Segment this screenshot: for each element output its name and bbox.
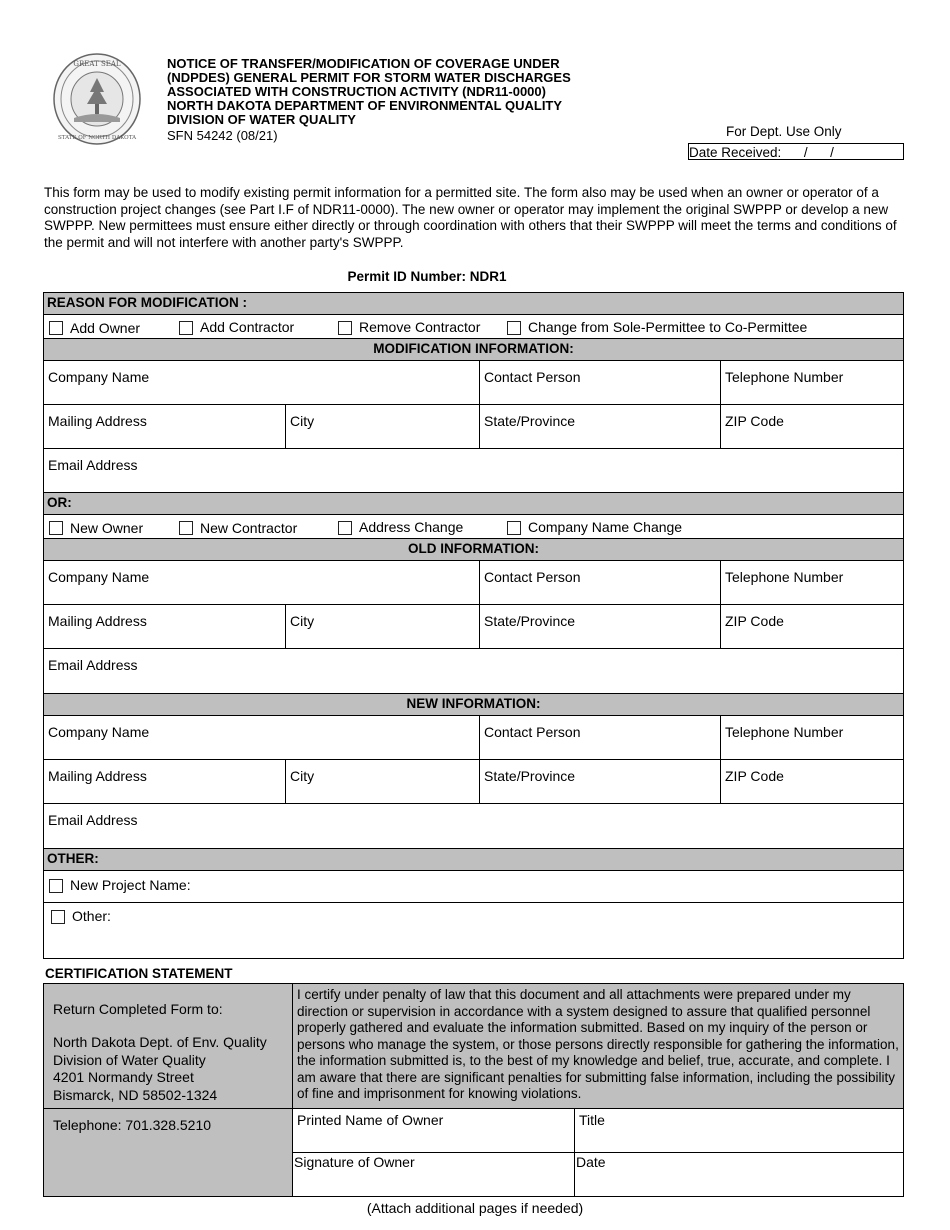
- field-label: Contact Person: [484, 569, 581, 585]
- field-label: Company Name: [48, 369, 150, 385]
- state-seal-logo: [52, 52, 142, 146]
- new-contractor-checkbox[interactable]: [179, 521, 193, 535]
- field-label: Printed Name of Owner: [297, 1112, 444, 1128]
- field-label: Email Address: [48, 657, 138, 673]
- address-line: Division of Water Quality: [53, 1051, 206, 1068]
- new-info-heading: NEW INFORMATION:: [43, 693, 904, 716]
- old-mailing-address-field[interactable]: [43, 604, 286, 649]
- title-line: NORTH DAKOTA DEPARTMENT OF ENVIRONMENTAL QUALITY: [167, 98, 563, 113]
- change-permittee-checkbox[interactable]: [507, 321, 521, 335]
- new-owner-checkbox[interactable]: [49, 521, 63, 535]
- field-label: City: [290, 768, 315, 784]
- modification-heading: MODIFICATION INFORMATION:: [43, 338, 904, 361]
- field-label: Date: [576, 1154, 606, 1170]
- address-line: 4201 Normandy Street: [53, 1069, 194, 1085]
- form-title: [167, 57, 571, 127]
- permit-id-label: [0, 269, 950, 284]
- certification-text: I certify under penalty of law that this document and all attachments were prepared under my direction or supervision in accordance with a system designed to assure that qualified personnel properly gathered and evaluate the information submitted. Based on my inquiry of the person or persons who manage the system, or those persons directly responsible for gathering the information, the information submitted is, to the best of my knowledge and belief, true, accurate, and complete. I am aware that there are significant penalties for submitting false information, including the possibility of fine and imprisonment for knowing violations.: [297, 987, 899, 1101]
- old-zip-field[interactable]: [720, 604, 904, 649]
- new-contact-person-field[interactable]: [479, 715, 721, 760]
- new-state-field[interactable]: [479, 759, 721, 804]
- dept-telephone: Telephone: 701.328.5210: [53, 1117, 212, 1133]
- add-contractor-checkbox[interactable]: [179, 321, 193, 335]
- old-info-heading: OLD INFORMATION:: [43, 538, 904, 561]
- company-name-change-checkbox[interactable]: [507, 521, 521, 535]
- mod-contact-person-field[interactable]: [479, 360, 721, 405]
- title-line: DIVISION OF WATER QUALITY: [167, 112, 356, 127]
- old-state-field[interactable]: [479, 604, 721, 649]
- new-telephone-field[interactable]: [720, 715, 904, 760]
- other-checkbox[interactable]: [51, 910, 65, 924]
- field-label: Contact Person: [484, 724, 581, 740]
- new-project-row: [43, 870, 904, 903]
- title-line: (NDPDES) GENERAL PERMIT FOR STORM WATER DISCHARGES: [167, 70, 571, 85]
- other-heading: OTHER:: [43, 848, 904, 871]
- form-number: SFN 54242 (08/21): [167, 128, 278, 143]
- remove-contractor-checkbox[interactable]: [338, 321, 352, 335]
- field-label: Mailing Address: [48, 413, 147, 429]
- new-company-name-field[interactable]: [43, 715, 480, 760]
- printed-name-field[interactable]: [292, 1108, 575, 1153]
- mod-telephone-field[interactable]: [720, 360, 904, 405]
- other-row: [43, 902, 904, 959]
- add-contractor-label: Add Contractor: [200, 319, 295, 335]
- new-mailing-address-field[interactable]: [43, 759, 286, 804]
- field-label: Telephone Number: [725, 569, 844, 585]
- title-line: NOTICE OF TRANSFER/MODIFICATION OF COVERAGE UNDER: [167, 56, 560, 71]
- field-label: Telephone Number: [725, 724, 844, 740]
- field-label: ZIP Code: [725, 413, 784, 429]
- title-field[interactable]: [574, 1108, 904, 1153]
- company-name-change-label: Company Name Change: [528, 519, 683, 535]
- add-owner-label: Add Owner: [70, 320, 141, 336]
- new-owner-label: New Owner: [70, 520, 144, 536]
- field-label: State/Province: [484, 613, 576, 629]
- field-label: Email Address: [48, 812, 138, 828]
- intro-paragraph: This form may be used to modify existing permit information for a permitted site. The form also may be used when an owner or operator of a construction project changes (see Part I.F of NDR11-0000). The new owner or operator may implement the original SWPPP or develop a new SWPPP. New permittees must ensure either directly or through coordination with others that their SWPPP will meet the terms and conditions of the permit and will not interfere with another party's SWPPP.: [44, 185, 897, 250]
- title-line: ASSOCIATED WITH CONSTRUCTION ACTIVITY (NDR11-0000): [167, 84, 546, 99]
- address-change-label: Address Change: [359, 519, 464, 535]
- address-line: North Dakota Dept. of Env. Quality: [53, 1034, 267, 1050]
- address-line: Bismarck, ND 58502-1324: [53, 1086, 218, 1103]
- svg-text:GREAT SEAL: GREAT SEAL: [73, 60, 121, 68]
- old-email-field[interactable]: [43, 648, 904, 694]
- old-city-field[interactable]: [285, 604, 480, 649]
- change-permittee-label: Change from Sole-Permittee to Co-Permittee: [528, 319, 808, 335]
- svg-text:STATE OF NORTH DAKOTA: STATE OF NORTH DAKOTA: [57, 135, 137, 141]
- field-label: Email Address: [48, 457, 138, 473]
- remove-contractor-label: Remove Contractor: [359, 319, 481, 335]
- new-city-field[interactable]: [285, 759, 480, 804]
- field-label: Company Name: [48, 724, 150, 740]
- mod-city-field[interactable]: [285, 404, 480, 449]
- add-owner-checkbox[interactable]: [49, 321, 63, 335]
- permit-id-text[interactable]: Permit ID Number: NDR1: [347, 269, 507, 284]
- old-telephone-field[interactable]: [720, 560, 904, 605]
- field-label: ZIP Code: [725, 768, 784, 784]
- return-address: [53, 1034, 267, 1104]
- field-label: City: [290, 613, 315, 629]
- or-heading: OR:: [43, 492, 904, 515]
- date-received-field[interactable]: Date Received:___/___/___: [688, 143, 904, 160]
- signature-field[interactable]: [292, 1152, 575, 1197]
- field-label: ZIP Code: [725, 613, 784, 629]
- field-label: Telephone Number: [725, 369, 844, 385]
- field-label: State/Province: [484, 768, 576, 784]
- mod-company-name-field[interactable]: [43, 360, 480, 405]
- old-company-name-field[interactable]: [43, 560, 480, 605]
- mod-zip-field[interactable]: [720, 404, 904, 449]
- other-label: Other:: [72, 908, 111, 924]
- or-options-row: [43, 514, 904, 539]
- field-label: City: [290, 413, 315, 429]
- reason-options-row: [43, 314, 904, 339]
- new-project-checkbox[interactable]: [49, 879, 63, 893]
- dept-use-label: For Dept. Use Only: [726, 124, 842, 139]
- mod-email-field[interactable]: [43, 448, 904, 493]
- new-project-label: New Project Name:: [70, 877, 191, 893]
- field-label: Title: [579, 1112, 605, 1128]
- field-label: State/Province: [484, 413, 576, 429]
- field-label: Company Name: [48, 569, 150, 585]
- new-email-field[interactable]: [43, 803, 904, 849]
- address-change-checkbox[interactable]: [338, 521, 352, 535]
- field-label: Signature of Owner: [294, 1154, 415, 1170]
- divider: [44, 1108, 292, 1109]
- new-contractor-label: New Contractor: [200, 520, 298, 536]
- field-label: Mailing Address: [48, 768, 147, 784]
- return-address-panel: [43, 983, 293, 1197]
- reason-heading: REASON FOR MODIFICATION :: [43, 292, 904, 315]
- date-field[interactable]: [574, 1152, 904, 1197]
- field-label: Mailing Address: [48, 613, 147, 629]
- field-label: Contact Person: [484, 369, 581, 385]
- certification-heading: CERTIFICATION STATEMENT: [45, 966, 233, 981]
- mod-mailing-address-field[interactable]: [43, 404, 286, 449]
- old-contact-person-field[interactable]: [479, 560, 721, 605]
- certification-statement: [292, 983, 904, 1109]
- mod-state-field[interactable]: [479, 404, 721, 449]
- new-zip-field[interactable]: [720, 759, 904, 804]
- return-to-label: Return Completed Form to:: [53, 1001, 223, 1017]
- footer-note: (Attach additional pages if needed): [366, 1200, 584, 1216]
